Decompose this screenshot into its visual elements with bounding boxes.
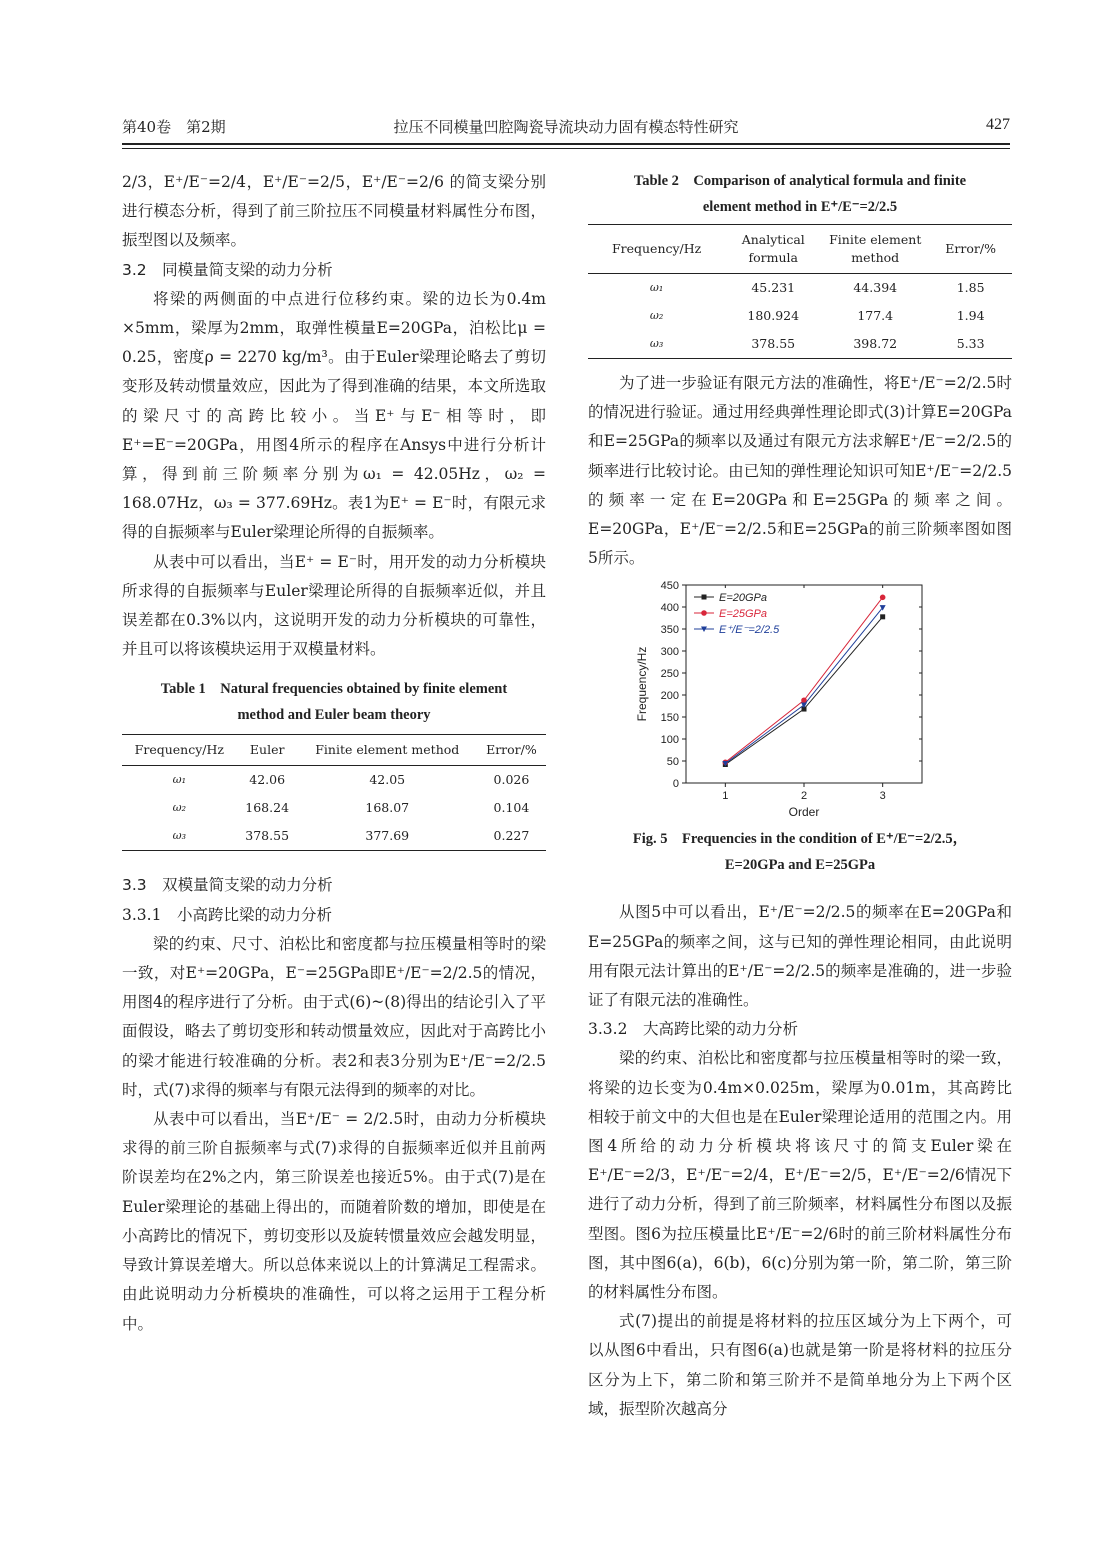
table-cell: ω₃ — [588, 330, 725, 359]
x-tick-label: 3 — [879, 790, 886, 803]
page-number: 427 — [986, 116, 1010, 133]
table-cell: 180.924 — [747, 308, 800, 323]
table-cell: 177.4 — [857, 308, 894, 323]
table-cell: 1.94 — [956, 308, 985, 323]
journal-volume: 第40卷 第2期 — [122, 118, 226, 136]
running-header — [122, 116, 1010, 140]
table2-header: Frequency/Hz — [588, 225, 725, 274]
table2-header: Finite element method — [821, 225, 929, 274]
y-tick-label: 300 — [660, 646, 679, 659]
subsection-heading: 3.3.1 小高跨比梁的动力分析 — [122, 905, 332, 924]
table1-header: Frequency/Hz — [122, 735, 237, 766]
series-line — [725, 598, 882, 763]
right-column — [588, 168, 1012, 1424]
paragraph: 从表中可以看出，当E⁺ = E⁻时，用开发的动力分析模块所求得的自振频率与Euler梁理论所得的自振频率近似，并且误差都在0.3%以内，这说明开发的动力分析模块的可靠性，并且可以将该模块运用于双模量材料。 — [122, 552, 546, 659]
y-tick-label: 200 — [660, 690, 679, 703]
table1-header: Euler — [237, 735, 298, 766]
y-tick-label: 50 — [666, 756, 679, 769]
table1-header: Error/% — [477, 735, 546, 766]
figure5-chart — [588, 575, 1012, 820]
x-tick-label: 1 — [722, 790, 729, 803]
subsection-heading: 3.3.2 大高跨比梁的动力分析 — [588, 1020, 798, 1039]
data-point — [880, 615, 885, 620]
legend-label: E=20GPa — [719, 592, 768, 605]
table2 — [588, 224, 1012, 359]
table-row — [588, 274, 1012, 303]
table-cell: 1.85 — [956, 280, 985, 295]
paragraph: 从表中可以看出，当E⁺/E⁻ = 2/2.5时，由动力分析模块求得的前三阶自振频率与式(7)求得的自振频率近似并且前两阶误差均在2%之内，第三阶误差也接近5%。由于式(7)是在Euler梁理论的基础上得出的，而随着阶数的增加，即使是在小高跨比的情况下，剪切变形以及旋转惯量效应会越发明显，导致计算误差增大。所以总体来说以上的计算满足工程需求。由此说明动力分析模块的准确性，可以将之运用于工程分析中。 — [122, 1110, 546, 1333]
table-cell: ω₂ — [649, 309, 664, 322]
paragraph: 梁的约束、泊松比和密度都与拉压模量相等时的梁一致，将梁的边长变为0.4m×0.025m，梁厚为0.01m，其高跨比相较于前文中的大但也是在Euler梁理论适用的范围之内。用图4所给的动力分析模块将该尺寸的简支Euler梁在E⁺/E⁻=2/3，E⁺/E⁻=2/4，E⁺/E⁻=2/5，E⁺/E⁻=2/6情况下进行了动力分析，得到了前三阶频率，材料属性分布图以及振型图。图6为拉压模量比E⁺/E⁻=2/6时的前三阶材料属性分布图，其中图6(a)，6(b)，6(c)分别为第一阶，第二阶，第三阶的材料属性分布图。 — [588, 1049, 1012, 1302]
table-row — [588, 302, 1012, 330]
table-row — [122, 794, 546, 822]
table-cell: 5.33 — [929, 330, 1012, 359]
table-cell: 45.231 — [751, 280, 796, 295]
header-rule — [122, 143, 1010, 145]
table-row — [122, 822, 546, 851]
section-heading: 3.2 同模量简支梁的动力分析 — [122, 260, 333, 279]
table2-caption-line1: Table 2 Comparison of analytical formula and finite — [633, 173, 967, 189]
table-row — [122, 766, 546, 795]
paragraph: 将梁的两侧面的中点进行位移约束。梁的边长为0.4m ×5mm，梁厚为2mm，取弹性模量E=20GPa，泊松比μ = 0.25，密度ρ = 2270 kg/m³。由于Euler梁理论略去了剪切变形及转动惯量效应，因此为了得到准确的结果，本文所选取的梁尺寸的高跨比较小。当E⁺与E⁻相等时，即E⁺=E⁻=20GPa，用图4所示的程序在Ansys中进行分析计算，得到前三阶频率分别为ω₁ = 42.05Hz，ω₂ = 168.07Hz，ω₃ = 377.69Hz。表1为E⁺ = E⁻时，有限元求得的自振频率与Euler梁理论所得的自振频率。 — [122, 289, 546, 542]
legend-marker — [702, 595, 707, 600]
paragraph: 式(7)提出的前提是将材料的拉压区域分为上下两个，可以从图6中看出，只有图6(a)也就是第一阶是将材料的拉压分区分为上下，第二阶和第三阶并不是简单地分为上下两个区域，振型阶次越高分 — [588, 1312, 1012, 1418]
x-tick-label: 2 — [800, 790, 808, 803]
y-tick-label: 450 — [660, 580, 679, 593]
table1-caption-line1: Table 1 Natural frequencies obtained by finite element — [160, 681, 508, 698]
table-cell: ω₂ — [172, 801, 187, 815]
table1-header: Finite element method — [298, 735, 477, 766]
table1-caption-line2: method and Euler beam theory — [237, 707, 431, 724]
table-cell: 44.394 — [853, 280, 898, 295]
table-cell: 42.05 — [369, 772, 406, 788]
table-cell: 398.72 — [821, 330, 929, 359]
x-axis-label: Order — [788, 805, 820, 820]
table-cell: 378.55 — [237, 822, 298, 851]
table-cell: 42.06 — [249, 772, 286, 788]
y-tick-label: 0 — [672, 778, 679, 791]
table-cell: 377.69 — [298, 822, 477, 851]
figure5-svg — [588, 575, 1012, 820]
y-axis-label: Frequency/Hz — [635, 647, 649, 722]
table2-header: Analytical formula — [725, 225, 821, 274]
table-cell: 0.227 — [477, 822, 546, 851]
running-title: 拉压不同模量凹腔陶瓷导流块动力固有模态特性研究 — [393, 118, 739, 136]
paragraph: 从图5中可以看出，E⁺/E⁻=2/2.5的频率在E=20GPa和E=25GPa的频率之间，这与已知的弹性理论相同，由此说明用有限元法计算出的E⁺/E⁻=2/2.5的频率是准确的，进一步验证了有限元法的准确性。 — [588, 903, 1012, 1010]
series-line — [725, 617, 882, 765]
table-cell: 168.24 — [245, 800, 290, 816]
y-tick-label: 150 — [660, 712, 679, 725]
table1-caption — [122, 676, 546, 728]
section-heading: 3.3 双模量简支梁的动力分析 — [122, 876, 333, 895]
paragraph: 梁的约束、尺寸、泊松比和密度都与拉压模量相等时的梁一致，对E⁺=20GPa，E⁻=25GPa即E⁺/E⁻=2/2.5的情况，用图4的程序进行了分析。由于式(6)~(8)得出的结论引入了平面假设，略去了剪切变形和转动惯量效应，因此对于高跨比小的梁才能进行较准确的分析。表2和表3分别为E⁺/E⁻=2/2.5时，式(7)求得的频率与有限元法得到的频率的对比。 — [122, 934, 546, 1099]
paragraph: 为了进一步验证有限元方法的准确性，将E⁺/E⁻=2/2.5时的情况进行验证。通过用经典弹性理论即式(3)计算E=20GPa和E=25GPa的频率以及通过有限元方法求解E⁺/E⁻=2/2.5的频率进行比较讨论。由已知的弹性理论知识可知E⁺/E⁻=2/2.5的频率一定在E=20GPa和E=25GPa的频率之间。E=20GPa，E⁺/E⁻=2/2.5和E=25GPa的前三阶频率图如图5所示。 — [588, 374, 1012, 568]
table1 — [122, 734, 546, 851]
paragraph: 2/3，E⁺/E⁻=2/4，E⁺/E⁻=2/5，E⁺/E⁻=2/6 的简支梁分别进行模态分析，得到了前三阶拉压不同模量材料属性分布图，振型图以及频率。 — [122, 173, 546, 250]
y-tick-label: 350 — [660, 624, 679, 637]
table2-header: Error/% — [929, 225, 1012, 274]
legend-label: E⁺/E⁻=2/2.5 — [719, 624, 780, 637]
table-cell: 378.55 — [725, 330, 821, 359]
y-tick-label: 400 — [660, 602, 679, 615]
table-cell: ω₁ — [649, 281, 664, 294]
header-rule-thin — [122, 148, 1010, 149]
table-cell: 168.07 — [365, 800, 410, 816]
table-cell: ω₁ — [172, 773, 187, 787]
table2-caption-line2: element method in E⁺/E⁻=2/2.5 — [702, 199, 898, 215]
legend-label: E=25GPa — [719, 608, 768, 621]
legend-marker — [701, 611, 707, 617]
figure5-caption-line2: E=20GPa and E=25GPa — [724, 857, 876, 874]
figure5-caption — [588, 826, 1012, 878]
left-column — [122, 168, 546, 1339]
data-point — [880, 595, 886, 601]
y-tick-label: 250 — [660, 668, 679, 681]
table-cell: ω₃ — [122, 822, 237, 851]
table2-caption — [588, 168, 1012, 220]
y-tick-label: 100 — [660, 734, 679, 747]
table-cell: 0.104 — [493, 800, 530, 816]
table-cell: 0.026 — [493, 772, 530, 788]
table-row — [588, 330, 1012, 359]
figure5-caption-line1: Fig. 5 Frequencies in the condition of E⁺/E⁻=2/2.5， — [632, 831, 968, 848]
